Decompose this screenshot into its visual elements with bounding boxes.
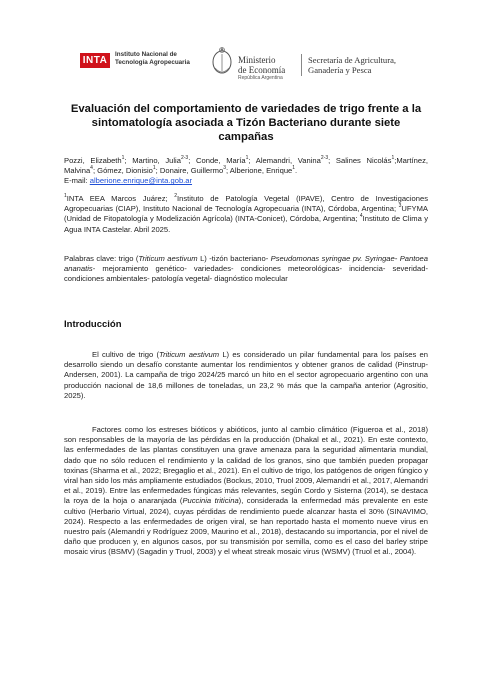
inta-name-line2: Tecnología Agropecuaria [115,59,190,66]
email-label: E-mail: [64,176,90,186]
intro-paragraph-1: El cultivo de trigo (Triticum aestivum L) es considerado un pilar fundamental para los países en desarrollo siendo un desafío constante aumentar los rendimientos y obtener granos de calidad (Pinstrup-Andersen, 2001). La campaña de trigo 2024/25 marcó un hito en el sector agropecuario argentino con una producción nacional de 18,6 millones de toneladas, un 23,2 % más que la campaña anterior (Agrositio, 2025). [64,350,429,400]
secretaria-line2: Ganadería y Pesca [308,65,372,75]
authors: Pozzi, Elizabeth$^1$; Martino, Julia$^{2-3}$; Conde, María$^1$; Alemandri, Vanina$^{2-3}$; Salines Nicolás$^1$;Martínez, Malvina$^4$; Gómez, Dionisio$^1$; Donaire, Guillermo$^3$; Alberione, Enrique$^1$. E-mail: alberione.enrique@inta.gob.ar [64,155,428,186]
affiliations: $^1$INTA EEA Marcos Juárez; $^2$Instituto de Patología Vegetal (IPAVE), Centro de Investigaciones Agropecuarias (CIAP), Instituto Nacional de Tecnología Agropecuaria (INTA), Córdoba, Argentina; $^3$UFYMA (Unidad de Fitopatología y Modelización Agrícola) (INTA-Conicet), Córdoba, Argentina; $^4$Instituto de Clima y Agua INTA Castelar. Abril 2025. [64,193,428,234]
paper-title: Evaluación del comportamiento de variedades de trigo frente a la sintomatología asociada a Tizón Bacteriano durante siete campañas [70,103,422,143]
argentina-seal-icon [211,44,233,78]
keywords: Palabras clave: trigo (Triticum aestivum L) -tizón bacteriano- Pseudomonas syringae pv. Syringae- Pantoea ananatis- mejoramiento genético- variedades- condiciones meteorológicas- incidencia- severidad- condiciones ambientales- patología vegetal- diagnóstico molecular [64,254,428,284]
header-divider [301,54,302,76]
ministerio-sub: República Argentina [238,75,283,81]
section-heading-introduccion: Introducción [64,319,122,330]
email-link[interactable]: alberione.enrique@inta.gob.ar [89,176,193,186]
ministerio-text [238,55,285,82]
inta-logo: INTA [80,53,110,68]
inta-name [115,51,190,67]
inta-name-line1: Instituto Nacional de [115,51,177,58]
intro-paragraph-2: Factores como los estreses bióticos y abióticos, junto al cambio climático (Figueroa et al., 2018) son responsables de la mayoría de las pérdidas en la producción (Dhakal et al., 2021). En este contexto, las enfermedades de las plantas constituyen una grave amenaza para la seguridad alimentaria mundial, dado que no sólo reducen el rendimiento y la calidad de los granos, sino que también pueden propagar toxinas (Sharma et al., 2022; Bregaglio et al., 2021). En el cultivo de trigo, los patógenos de origen fúngico y viral han sido los más ampliamente estudiados (Bockus, 2010, Truol 2009, Alemandri et al., 2017, Alemandri et al., 2019). Entre las enfermedades fúngicas más relevantes, según Cordo y Sisterna (2014), se destaca la roya de la hoja o anaranjada (Puccinia triticina), considerada la enfermedad más prevalente en este cultivo (Herbario Virtual, 2024), cuyas pérdidas de rendimiento puede alcanzar hasta el 30% (SINAVIMO, 2024). Respecto a las enfermedades de origen viral, se han reportado hasta el momento nueve virus en nuestro país (Alemandri y Rodríguez 2009, Maurino et al., 2018), destacando su importancia, por el nivel de daño que producen y, en algunos casos, por su transmisión por semilla, como es el caso del barley stripe mosaic virus (BSMV) (Sagadin y Truol, 2003) y el wheat streak mosaic virus (WSMV) (Truol et al., 2004). [64,425,429,557]
ministerio-line2: de Economía [238,65,286,75]
ministerio-line1: Ministerio [238,55,276,65]
secretaria-text [308,55,396,75]
secretaria-line1: Secretaría de Agricultura, [308,55,397,65]
